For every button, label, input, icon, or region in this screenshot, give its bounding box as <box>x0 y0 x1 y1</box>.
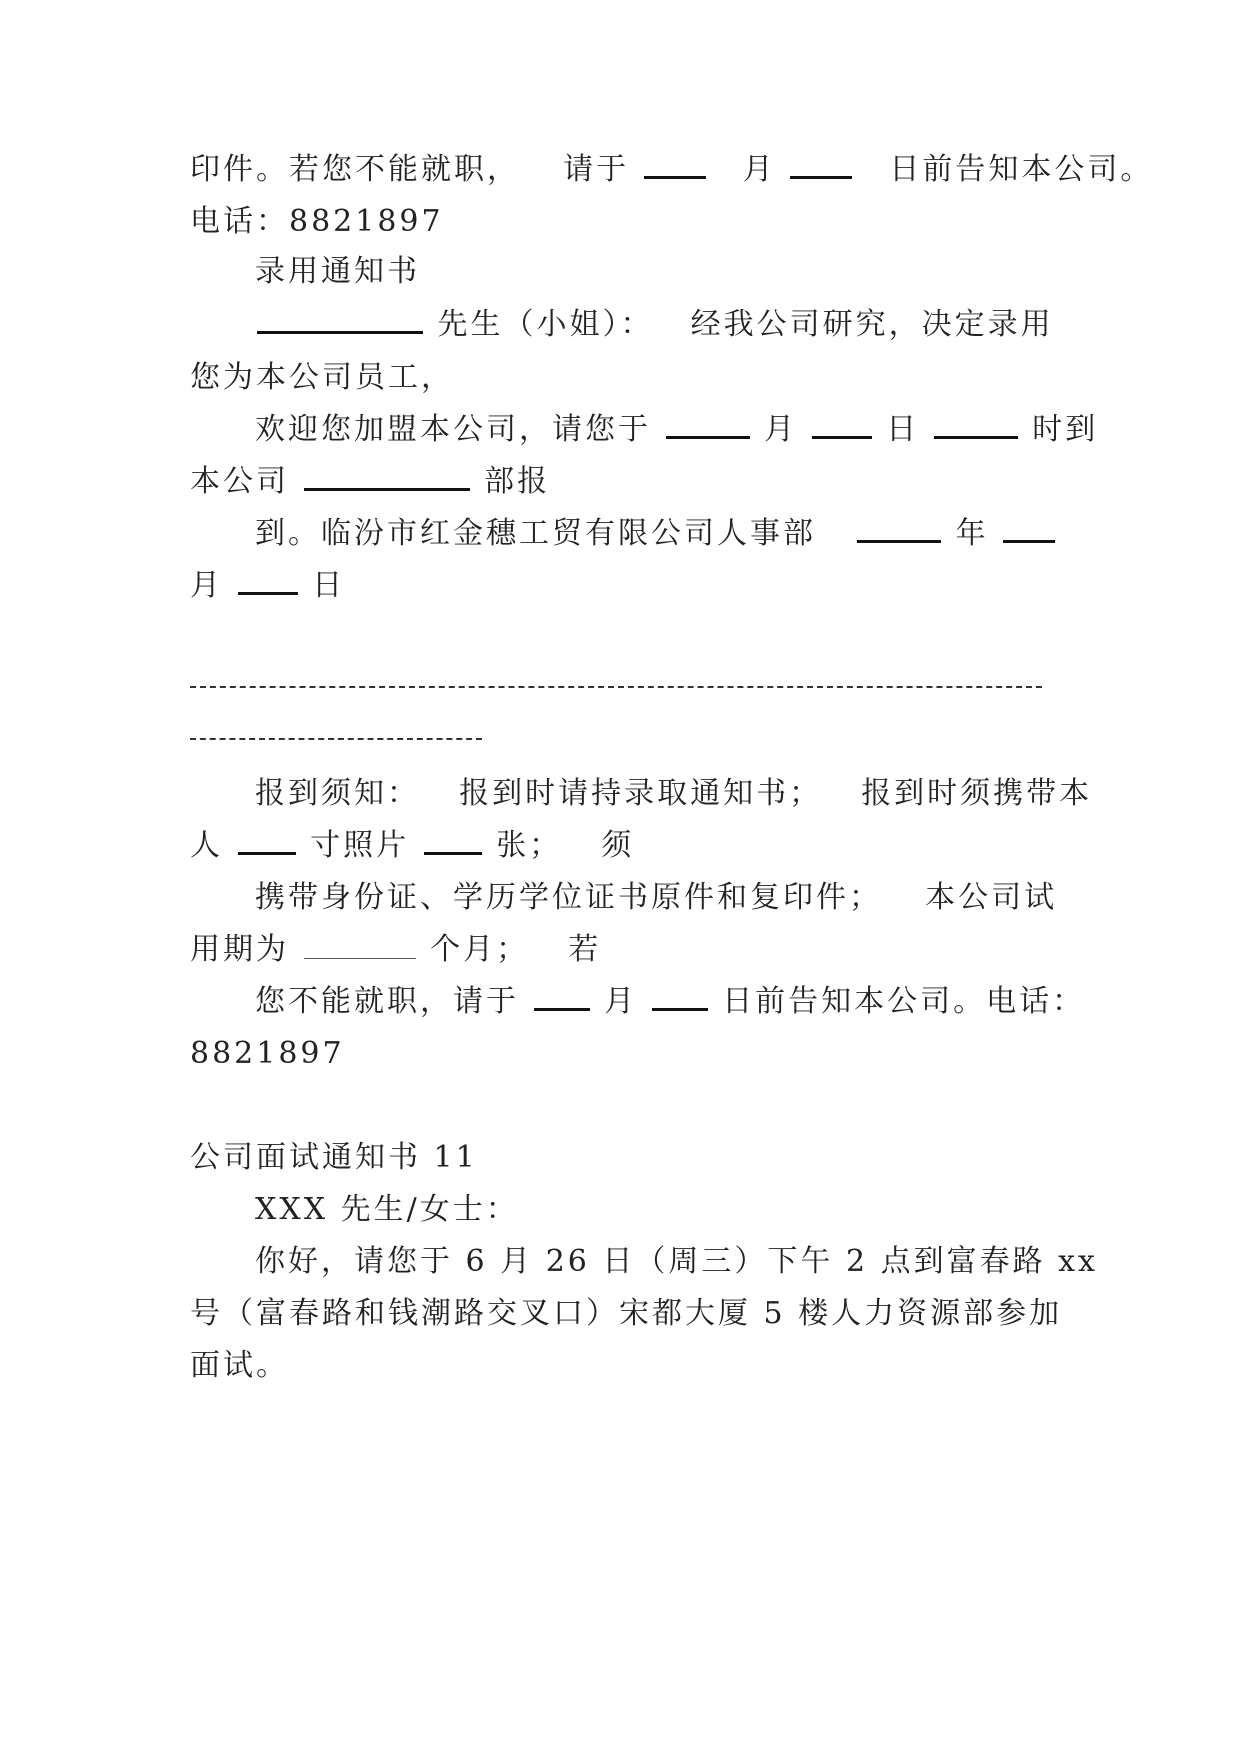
fill-blank <box>934 414 1018 439</box>
text-segment: 请于 <box>563 152 630 187</box>
text-segment: 寸照片 <box>310 828 410 863</box>
phone-line: 电话：8821897 <box>190 204 444 239</box>
text-segment: 须 <box>601 828 635 863</box>
text-segment: 时到 <box>1032 412 1099 447</box>
cut-line <box>190 738 482 740</box>
fill-blank <box>238 830 296 855</box>
text-line: 您为本公司员工， <box>190 360 454 395</box>
text-segment: 日 <box>312 568 346 603</box>
text-line: 面试。 <box>190 1348 289 1383</box>
text-segment: 日 <box>886 412 920 447</box>
fill-blank <box>534 986 590 1011</box>
text-line: 号（富春路和钱潮路交叉口）宋都大厦 5 楼人力资源部参加 <box>190 1296 1063 1331</box>
text-segment: 报到时须携带本 <box>861 776 1093 811</box>
fill-blank <box>857 518 941 543</box>
offer-title: 录用通知书 <box>255 254 420 289</box>
notice-line <box>190 930 601 970</box>
text-segment: 年 <box>955 516 989 551</box>
text-segment: 欢迎您加盟本公司，请您于 <box>255 412 651 447</box>
fill-blank <box>424 830 482 855</box>
text-segment: 先生（小姐）： <box>437 307 654 342</box>
text-segment: 月 <box>764 412 798 447</box>
text-segment: 月 <box>190 568 223 603</box>
fill-blank <box>790 154 852 179</box>
text-segment: 您不能就职，请于 <box>255 984 519 1019</box>
fill-blank <box>304 466 470 491</box>
section-heading: 公司面试通知书 11 <box>190 1140 478 1175</box>
text-segment: 日前告知本公司。 <box>889 152 1154 187</box>
fill-blank <box>812 414 872 439</box>
text-line: 你好，请您于 6 月 26 日（周三）下午 2 点到富春路 xx <box>255 1244 1098 1279</box>
notice-line <box>255 878 1057 918</box>
text-segment: 本公司试 <box>925 880 1058 915</box>
text-segment: 若 <box>568 932 602 967</box>
offer-signature <box>255 514 1057 554</box>
notice-line <box>255 982 1085 1022</box>
text-segment: 携带身份证、学历学位证书原件和复印件； <box>255 880 882 915</box>
text-segment: 个月； <box>430 932 530 967</box>
fill-blank <box>666 414 750 439</box>
text-segment: 日前告知本公司。电话： <box>722 984 1086 1019</box>
fill-blank <box>644 154 706 179</box>
text-segment: 用期为 <box>190 932 289 967</box>
offer-welcome <box>255 410 1098 450</box>
phone-line: 8821897 <box>190 1036 345 1071</box>
fill-blank <box>238 570 298 595</box>
text-segment: 月 <box>742 152 776 187</box>
notice-line <box>190 826 634 866</box>
cut-line <box>190 686 1042 688</box>
fill-blank <box>257 309 423 334</box>
text-segment: 人 <box>190 828 223 863</box>
fill-blank <box>652 986 708 1011</box>
text-segment: 报到时请持录取通知书； <box>459 776 823 811</box>
text-segment: 报到须知： <box>255 776 420 811</box>
text-segment: 月 <box>604 984 638 1019</box>
text-segment: 经我公司研究，决定录用 <box>690 307 1054 342</box>
text-segment: 印件。若您不能就职， <box>190 152 520 187</box>
offer-department <box>190 462 550 502</box>
fill-blank <box>304 936 416 959</box>
offer-greeting <box>255 305 1054 345</box>
text-segment: 部报 <box>484 464 551 499</box>
text-segment: 张； <box>496 828 563 863</box>
text-segment: 本公司 <box>190 464 289 499</box>
fill-blank <box>1003 518 1055 543</box>
salutation: XXX 先生/女士： <box>255 1192 519 1227</box>
text-line <box>190 150 1153 190</box>
offer-date <box>190 566 345 606</box>
text-segment: 到。临汾市红金穗工贸有限公司人事部 <box>255 516 816 551</box>
notice-line <box>255 774 1092 814</box>
